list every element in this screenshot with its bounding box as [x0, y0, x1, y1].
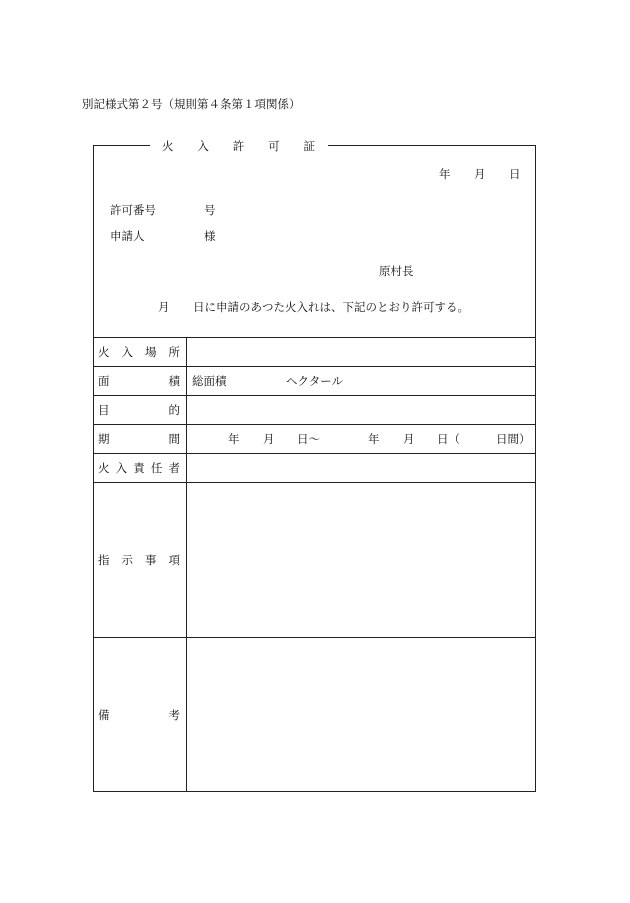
title-char: 火	[162, 139, 174, 153]
label-char: 火	[98, 345, 110, 359]
form-title	[162, 139, 315, 153]
label-char: 考	[168, 708, 180, 722]
label-area	[98, 374, 180, 388]
label-period	[98, 432, 180, 446]
label-char: 所	[168, 345, 180, 359]
period-end-month: 月	[403, 432, 415, 446]
statement-text: 日に申請のあつた火入れは、下記のとおり許可する。	[193, 300, 469, 314]
period-start-month: 月	[263, 432, 275, 446]
permit-number-label: 許可番号	[110, 203, 156, 217]
area-unit: ヘクタール	[286, 374, 344, 388]
label-purpose	[98, 403, 180, 417]
statement-month: 月	[158, 300, 170, 314]
row-divider	[93, 395, 536, 396]
label-char: 入	[115, 461, 128, 475]
label-char: 火	[98, 461, 110, 475]
row-divider	[93, 637, 536, 638]
applicant-suffix: 様	[204, 229, 216, 243]
date-month: 月	[474, 167, 486, 181]
date-day: 日	[509, 167, 521, 181]
period-duration: 日間）	[496, 432, 531, 446]
label-location	[98, 345, 180, 359]
row-divider	[93, 482, 536, 483]
permit-number-suffix: 号	[204, 203, 216, 217]
label-char: 項	[168, 553, 180, 567]
label-char: 備	[98, 708, 110, 722]
row-divider	[93, 337, 536, 338]
issuer-name: 原村長	[379, 264, 414, 278]
label-char: 面	[98, 374, 110, 388]
title-char: 証	[303, 139, 315, 153]
title-char: 許	[232, 139, 245, 153]
label-char: 積	[168, 374, 180, 388]
column-divider	[186, 337, 187, 792]
label-char: 任	[150, 461, 163, 475]
period-end-day: 日（	[437, 432, 460, 446]
label-char: 入	[121, 345, 133, 359]
label-char: 場	[145, 345, 157, 359]
title-char: 可	[268, 139, 280, 153]
title-char: 入	[197, 139, 209, 153]
period-start-year: 年	[228, 432, 240, 446]
label-char: 示	[121, 553, 133, 567]
period-end-year: 年	[368, 432, 380, 446]
row-divider	[93, 366, 536, 367]
form-label: 別記様式第２号（規則第４条第１項関係）	[82, 97, 301, 111]
row-divider	[93, 424, 536, 425]
label-remarks	[98, 708, 180, 722]
label-char: 指	[98, 553, 110, 567]
label-char: 責	[133, 461, 145, 475]
label-char: 者	[168, 461, 180, 475]
label-char: 事	[145, 553, 157, 567]
label-char: 目	[98, 403, 110, 417]
label-instructions	[98, 553, 180, 567]
area-value-label: 総面積	[192, 374, 227, 388]
date-year: 年	[439, 167, 451, 181]
period-start-day: 日～	[297, 432, 320, 446]
label-supervisor	[98, 461, 180, 475]
row-divider	[93, 453, 536, 454]
applicant-label: 申請人	[110, 229, 145, 243]
label-char: 的	[168, 403, 180, 417]
label-char: 間	[168, 432, 180, 446]
label-char: 期	[98, 432, 110, 446]
